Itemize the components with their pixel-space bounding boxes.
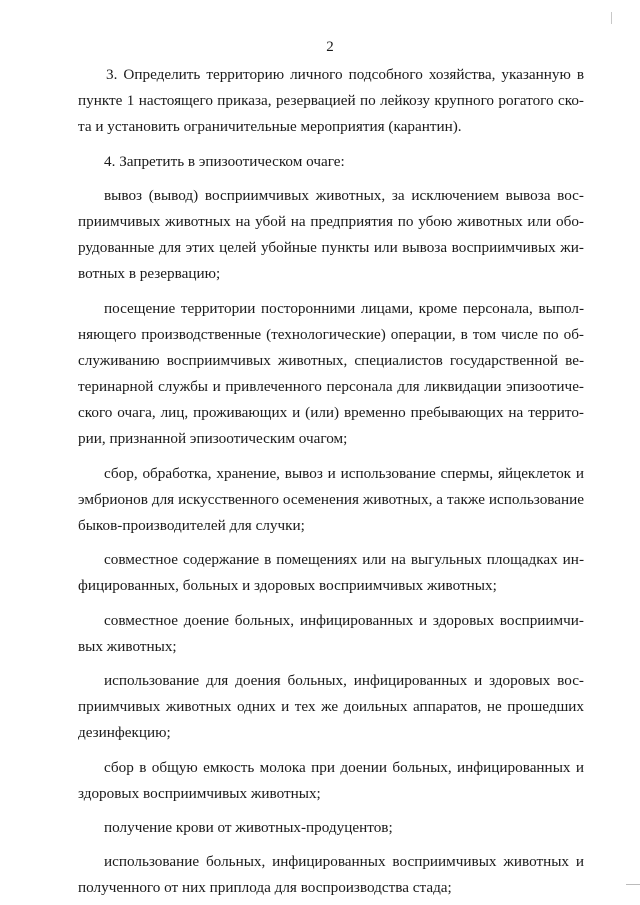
text-line: ского очага, лиц, проживающих и (или) временно пребывающих на террито- [78,404,584,422]
text-line: вывоз (вывод) восприимчивых животных, за исключением вывоза вос- [104,186,584,204]
scan-artifact [611,12,618,24]
text-line: сбор в общую емкость молока при доении больных, инфицированных и [104,758,584,776]
paragraph-gap [78,453,584,461]
text-line: совместное доение больных, инфицированных и здоровых восприимчи- [104,611,584,629]
paragraph-gap [78,539,584,547]
paragraph [78,668,584,747]
text-line: теринарной службы и привлеченного персонала для ликвидации эпизоотиче- [78,378,584,396]
text-line: здоровых восприимчивых животных; [78,784,321,802]
text-line: использование для доения больных, инфицированных и здоровых вос- [104,671,584,689]
paragraph-gap [78,660,584,668]
paragraph-gap [78,141,584,149]
text-line: рудованные для этих целей убойные пункты или вывоза восприимчивых жи- [78,239,584,257]
document-body [78,62,584,901]
text-line: дезинфекцию; [78,724,171,742]
paragraph [78,149,584,175]
text-line: использование больных, инфицированных восприимчивых животных и [104,853,584,871]
paragraph [78,849,584,901]
text-line: приимчивых животных одних и тех же доильных аппаратов, не прошедших [78,698,584,716]
page-number: 2 [326,39,334,55]
paragraph-gap [78,175,584,183]
text-line: вых животных; [78,637,177,655]
text-line: получение крови от животных-продуцентов; [104,818,393,836]
paragraph-gap [78,747,584,755]
text-line: 4. Запретить в эпизоотическом очаге: [104,152,345,170]
text-line: фицированных, больных и здоровых восприимчивых животных; [78,577,497,595]
paragraph [78,183,584,288]
text-line: пункте 1 настоящего приказа, резервацией по лейкозу крупного рогатого ско- [78,92,584,110]
text-line: посещение территории посторонними лицами, кроме персонала, выпол- [104,299,584,317]
text-line: полученного от них приплода для воспроизводства стада; [78,879,452,897]
text-line: вотных в резервацию; [78,265,221,283]
text-line: служиванию восприимчивых животных, специалистов государственной ве- [78,351,584,369]
text-line: 3. Определить территорию личного подсобного хозяйства, указанную в [106,66,584,83]
scan-artifact [626,884,640,885]
text-line: совместное содержание в помещениях или на выгульных площадках ин- [104,551,584,569]
paragraph [78,547,584,599]
text-line: эмбрионов для искусственного осеменения животных, а также использование [78,490,584,508]
paragraph [78,62,584,141]
text-line: сбор, обработка, хранение, вывоз и использование спермы, яйцеклеток и [104,464,584,482]
paragraph [78,608,584,660]
text-line: та и установить ограничительные мероприятия (карантин). [78,118,462,136]
paragraph [78,755,584,807]
paragraph [78,461,584,540]
text-line: рии, признанной эпизоотическим очагом; [78,430,348,448]
paragraph-gap [78,807,584,815]
text-line: быков-производителей для случки; [78,517,305,534]
paragraph-gap [78,288,584,296]
paragraph [78,296,584,453]
text-line: приимчивых животных на убой на предприятия по убою животных или обо- [78,212,584,230]
paragraph [78,815,584,841]
text-line: няющего производственные (технологические) операции, в том числе по об- [78,325,584,343]
paragraph-gap [78,600,584,608]
paragraph-gap [78,841,584,849]
